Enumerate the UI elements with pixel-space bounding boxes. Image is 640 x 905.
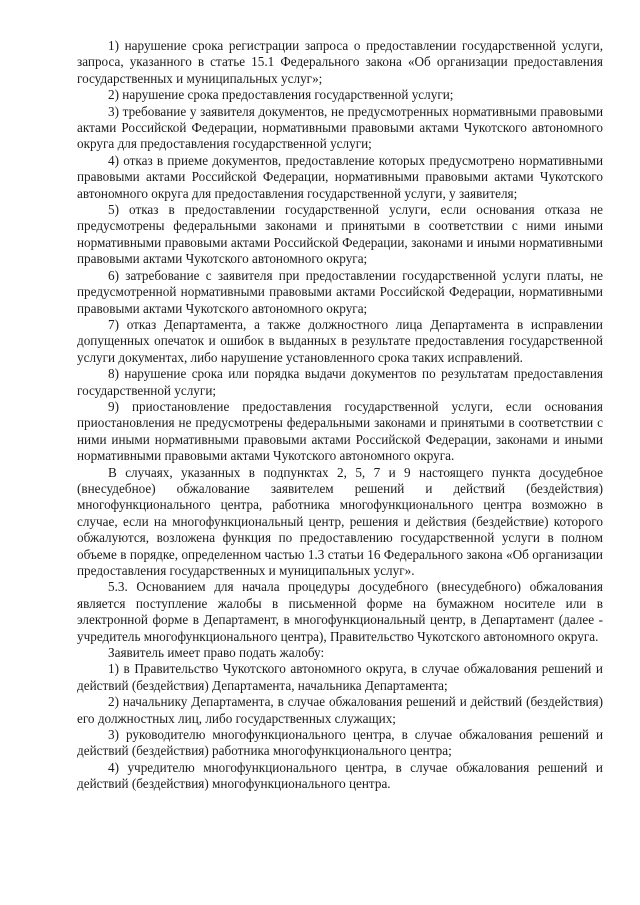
- paragraph-item-2: 2) нарушение срока предоставления государственной услуги;: [108, 87, 454, 103]
- paragraph-mfc-appeal-cases: В случаях, указанных в подпунктах 2, 5, 7 и 9 настоящего пункта досудебное (внесудебное) обжалование заявителем решений и действий (бездействия) многофункционального центра, работника многофункционального центра возможно в случае, если на многофункциональный центр, решения и действия (бездействие) которого обжалуются, возложена функция по предоставлению государственной услуги в полном объеме в порядке, определенном частью 1.3 статьи 16 Федерального закона «Об организации предоставления государственных и муниципальных услуг».: [77, 464, 603, 578]
- paragraph-complaint-4: 4) учредителю многофункционального центра, в случае обжалования решений и действий (бездействия) многофункционального центра.: [77, 759, 603, 792]
- paragraph-item-7: 7) отказ Департамента, а также должностного лица Департамента в исправлении допущенных опечаток и ошибок в выданных в результате предоставления государственной услуги документах, либо нарушение установленного срока таких исправлений.: [77, 316, 603, 365]
- paragraph-complaint-3: 3) руководителю многофункционального центра, в случае обжалования решений и действий (бездействия) работника многофункционального центра;: [77, 727, 603, 759]
- paragraph-complaint-2: 2) начальнику Департамента, в случае обжалования решений и действий (бездействия) его должностных лиц, либо государственных служащих;: [77, 694, 603, 726]
- paragraph-item-4: 4) отказ в приеме документов, предоставление которых предусмотрено нормативными правовыми актами Российской Федерации, нормативными правовыми актами Чукотского автономного округа для предоставления государственной услуги, у заявителя;: [77, 152, 603, 201]
- paragraph-item-6: 6) затребование с заявителя при предоставлении государственной услуги платы, не предусмотренной нормативными правовыми актами Российской Федерации, нормативными правовыми актами Чукотского автономного округа;: [77, 267, 603, 316]
- paragraph-item-3: 3) требование у заявителя документов, не предусмотренных нормативными правовыми актами Российской Федерации, нормативными правовыми актами Чукотского автономного округа для предоставления государственной услуги;: [77, 103, 603, 152]
- paragraph-complaint-1: 1) в Правительство Чукотского автономного округа, в случае обжалования решений и действий (бездействия) Департамента, начальника Департамента;: [77, 661, 603, 693]
- document-body: [77, 38, 603, 793]
- paragraph-section-5-3: 5.3. Основанием для начала процедуры досудебного (внесудебного) обжалования является поступление жалобы в письменной форме на бумажном носителе или в электронной форме в Департамент, в многофункциональный центр, в Департамент (далее - учредитель многофункционального центра), Правительство Чукотского автономного округа.: [77, 579, 603, 644]
- paragraph-item-9: 9) приостановление предоставления государственной услуги, если основания приостановления не предусмотрены федеральными законами и принятыми в соответствии с ними иными нормативными правовыми актами Российской Федерации, законами и иными нормативными правовыми актами Чукотского автономного округа.: [77, 398, 603, 464]
- paragraph-item-8: 8) нарушение срока или порядка выдачи документов по результатам предоставления государственной услуги;: [77, 366, 603, 398]
- paragraph-item-5: 5) отказ в предоставлении государственной услуги, если основания отказа не предусмотрены федеральными законами и принятыми в соответствии с ними иными нормативными правовыми актами Российской Федерации, законами и иными нормативными правовыми актами Чукотского автономного округа;: [77, 202, 603, 267]
- paragraph-item-1: 1) нарушение срока регистрации запроса о предоставлении государственной услуги, запроса, указанного в статье 15.1 Федерального закона «Об организации предоставления государственных и муниципальных услуг»;: [77, 38, 603, 86]
- paragraph-complaint-right: Заявитель имеет право подать жалобу:: [108, 645, 325, 661]
